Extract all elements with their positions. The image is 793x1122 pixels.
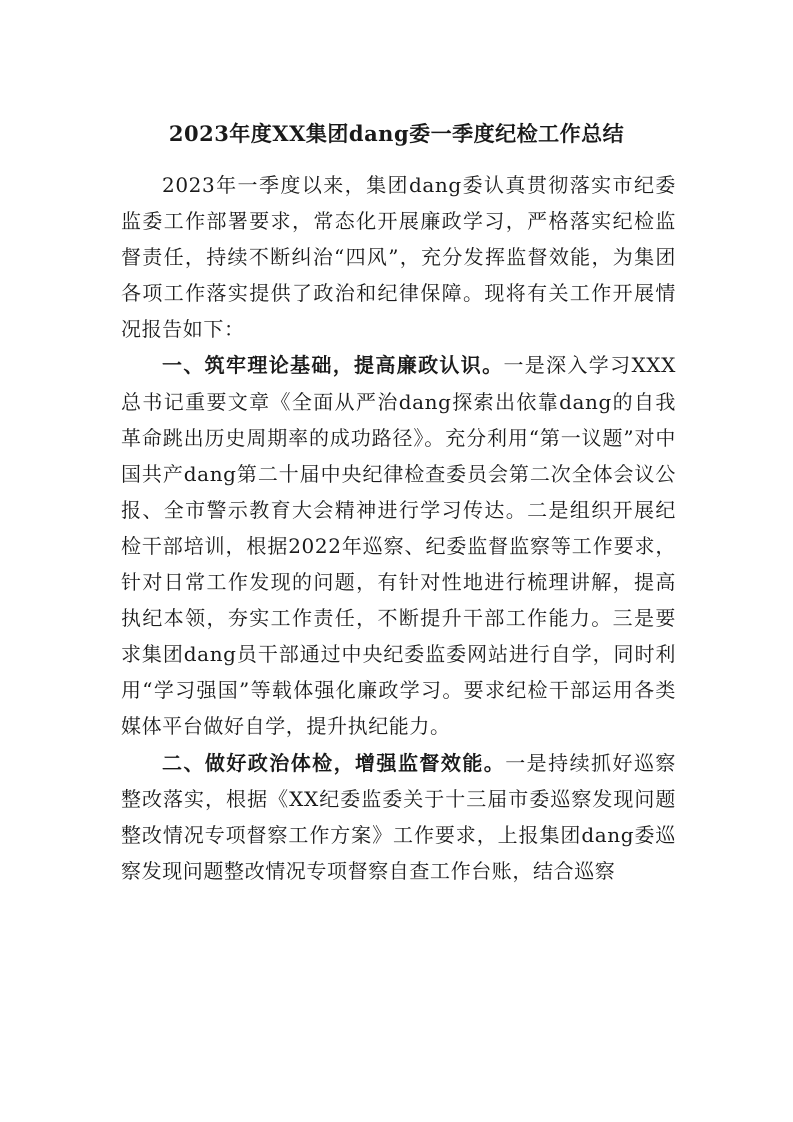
document-title: 2023年度XX集团dang委一季度纪检工作总结 <box>168 121 625 146</box>
paragraph-text: 一是持续抓好巡察整改落实，根据《XX纪委监委关于十三届市委巡察发现问题整改情况专项督察工作方案》工作要求，上报集团dang委巡察发现问题整改情况专项督察自查工作台账，结合巡察 <box>121 750 676 883</box>
paragraph-section-1 <box>121 347 676 744</box>
paragraph-section-2 <box>121 745 676 889</box>
document-body <box>121 167 676 889</box>
section-heading-2: 二、做好政治体检，增强监督效能。 <box>162 750 506 775</box>
paragraph-text: 2023年一季度以来，集团dang委认真贯彻落实市纪委监委工作部署要求，常态化开展廉政学习，严格落实纪检监督责任，持续不断纠治“四风”，充分发挥监督效能，为集团各项工作落实提供了政治和纪律保障。现将有关工作开展情况报告如下： <box>121 173 676 342</box>
paragraph-text: 一是深入学习XXX总书记重要文章《全面从严治dang探索出依靠dang的自我革命跳出历史周期率的成功路径》。充分利用“第一议题”对中国共产dang第二十届中央纪律检查委员会第二次全体会议公报、全市警示教育大会精神进行学习传达。二是组织开展纪检干部培训，根据2022年巡察、纪委监督监察等工作要求，针对日常工作发现的问题，有针对性地进行梳理讲解，提高执纪本领，夯实工作责任，不断提升干部工作能力。三是要求集团dang员干部通过中央纪委监委网站进行自学，同时利用“学习强国”等载体强化廉政学习。要求纪检干部运用各类媒体平台做好自学，提升执纪能力。 <box>121 353 676 739</box>
section-heading-1: 一、筑牢理论基础，提高廉政认识。 <box>162 353 504 378</box>
paragraph-intro <box>121 167 676 347</box>
